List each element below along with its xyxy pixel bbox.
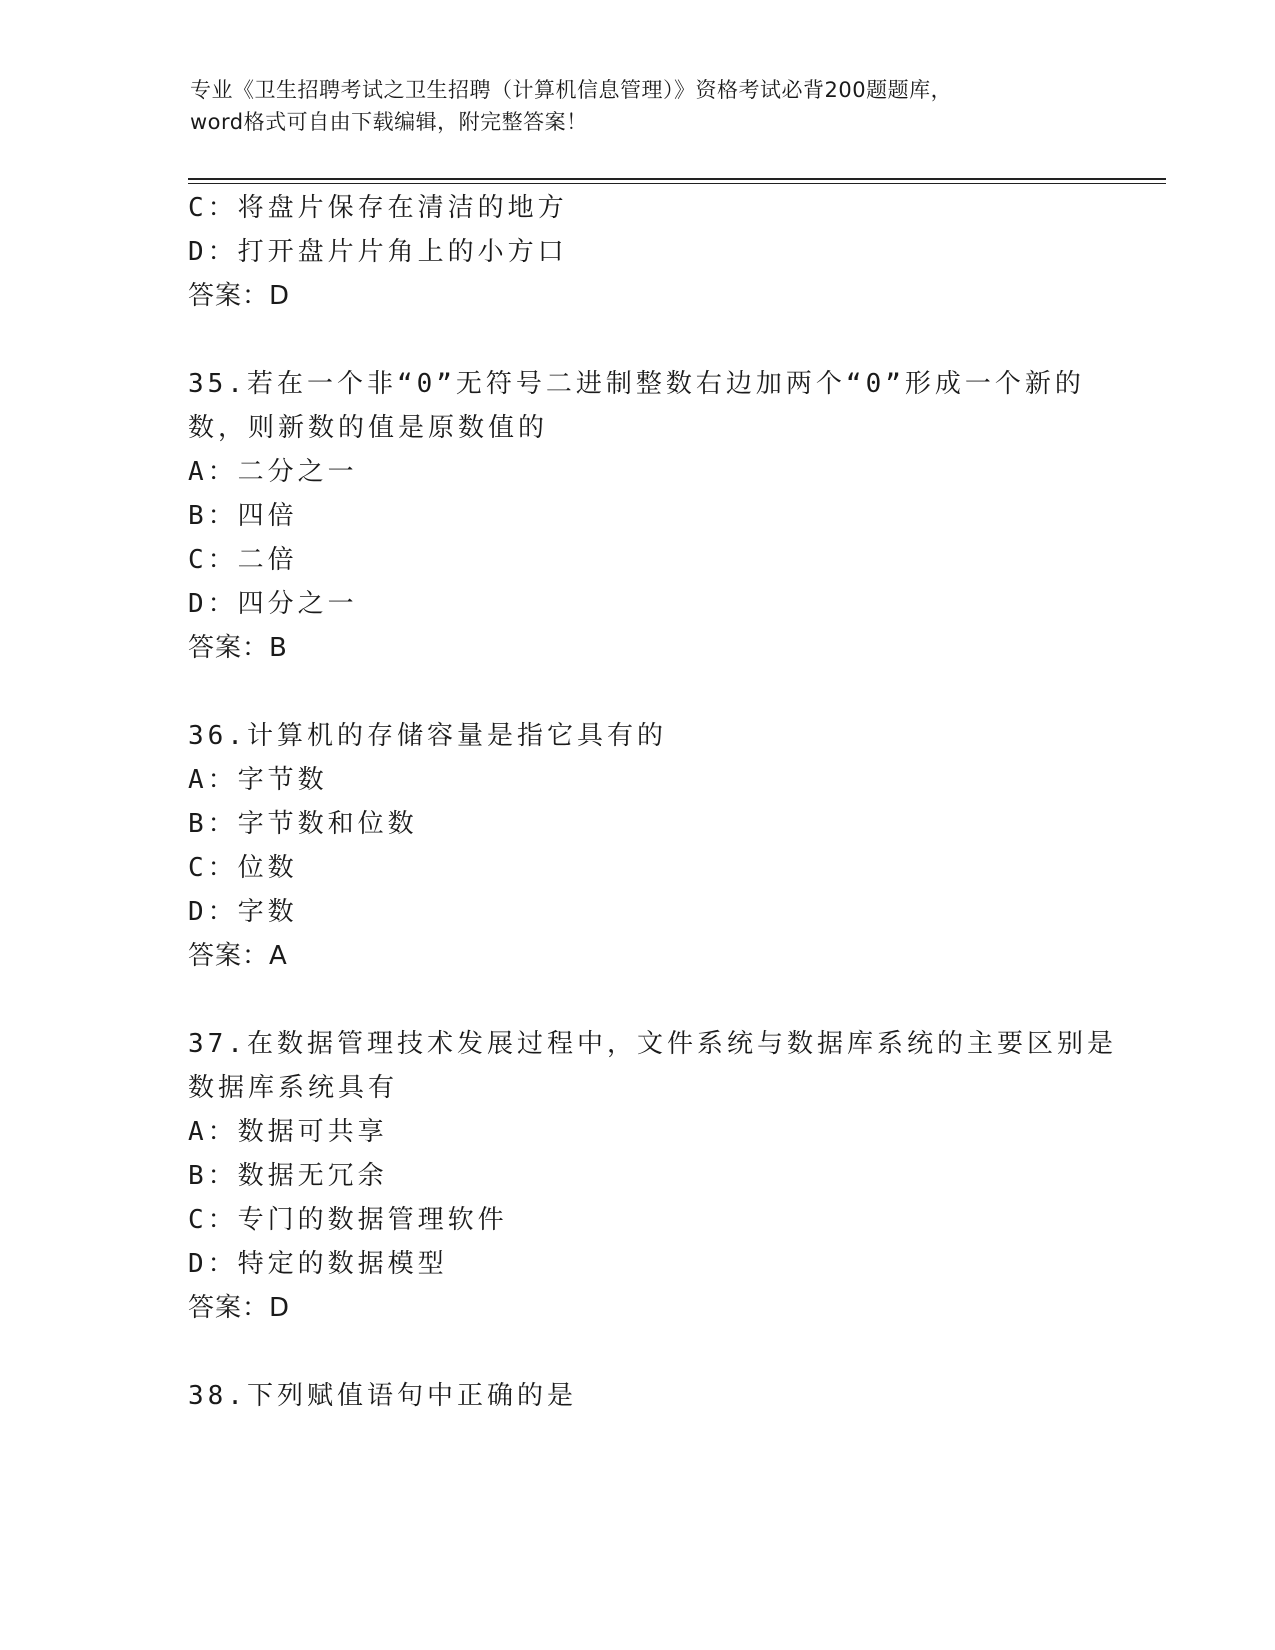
answer-line: 答案：D bbox=[188, 1293, 291, 1323]
answer-line: 答案：B bbox=[188, 633, 288, 663]
document-header bbox=[190, 74, 1090, 138]
question-stem-continued: 数，则新数的值是原数值的 bbox=[188, 413, 549, 443]
question-stem-continued: 数据库系统具有 bbox=[188, 1073, 399, 1103]
option-a: A：数据可共享 bbox=[188, 1117, 388, 1147]
header-line-1: 专业《卫生招聘考试之卫生招聘（计算机信息管理）》资格考试必背200题题库， bbox=[190, 78, 953, 102]
question-stem: 35.若在一个非“0”无符号二进制整数右边加两个“0”形成一个新的 bbox=[188, 369, 1085, 399]
option-d: D：打开盘片片角上的小方口 bbox=[188, 237, 568, 267]
question-stem: 36.计算机的存储容量是指它具有的 bbox=[188, 721, 667, 751]
option-c: C：位数 bbox=[188, 853, 298, 883]
answer-line: 答案：D bbox=[188, 281, 291, 311]
option-a: A：字节数 bbox=[188, 765, 328, 795]
option-b: B：字节数和位数 bbox=[188, 809, 418, 839]
option-c: C：二倍 bbox=[188, 545, 298, 575]
header-divider-thick bbox=[188, 178, 1166, 180]
header-divider-thin bbox=[188, 183, 1166, 184]
option-d: D：字数 bbox=[188, 897, 298, 927]
option-d: D：特定的数据模型 bbox=[188, 1249, 448, 1279]
question-stem: 37.在数据管理技术发展过程中，文件系统与数据库系统的主要区别是 bbox=[188, 1029, 1117, 1059]
answer-line: 答案：A bbox=[188, 941, 288, 971]
option-c: C：专门的数据管理软件 bbox=[188, 1205, 508, 1235]
option-b: B：四倍 bbox=[188, 501, 298, 531]
option-b: B：数据无冗余 bbox=[188, 1161, 388, 1191]
question-stem: 38.下列赋值语句中正确的是 bbox=[188, 1381, 577, 1411]
header-line-2: word格式可自由下载编辑，附完整答案！ bbox=[190, 110, 588, 134]
option-a: A：二分之一 bbox=[188, 457, 358, 487]
option-c: C：将盘片保存在清洁的地方 bbox=[188, 193, 568, 223]
option-d: D：四分之一 bbox=[188, 589, 358, 619]
